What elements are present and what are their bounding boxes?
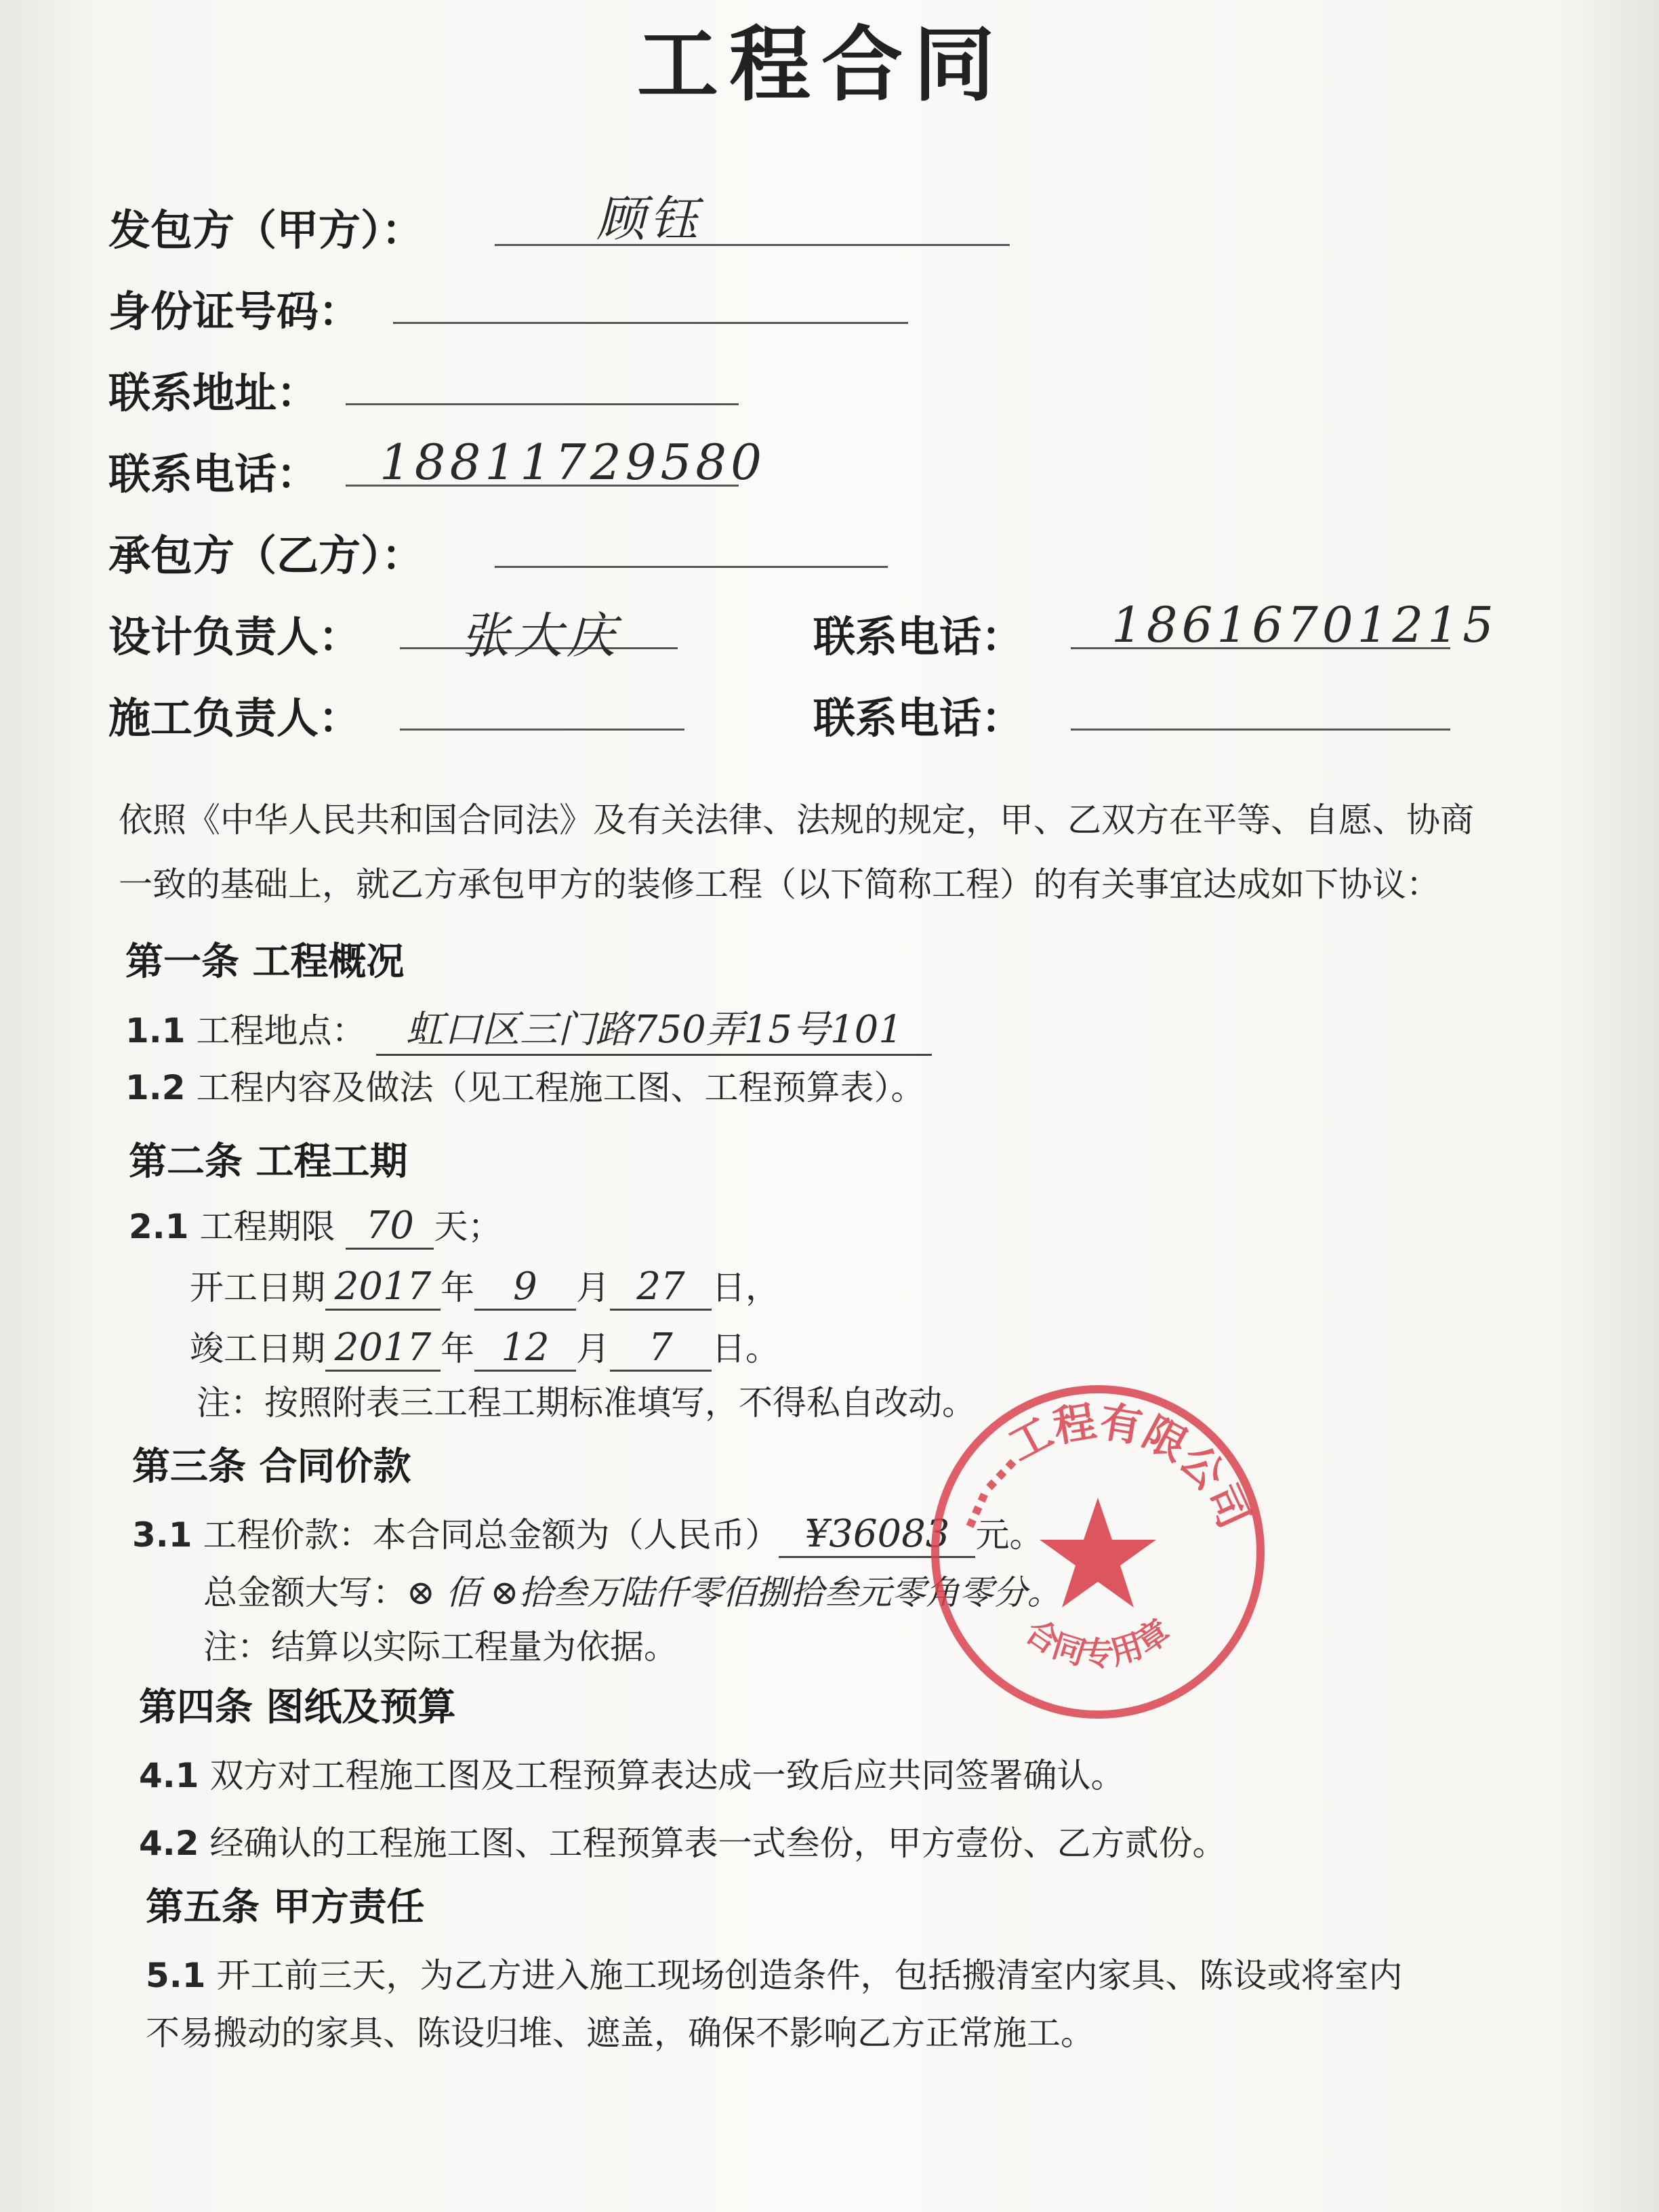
builder-phone-label: 联系电话：: [813, 693, 1024, 743]
designer-value: 张大庆: [461, 607, 620, 664]
start-year-value: 2017: [325, 1265, 441, 1311]
clause-1-1-number: 1.1: [125, 1011, 186, 1050]
clause-4-2: [139, 1816, 1226, 1865]
document-title: 工程合同: [637, 18, 1006, 112]
duration-days-unit: 天；: [434, 1207, 502, 1246]
builder-phone-line: [1071, 729, 1450, 731]
clause-1-2-text: 工程内容及做法（见工程施工图、工程预算表）。: [196, 1068, 925, 1107]
id-number-line: [393, 322, 908, 324]
clause-4-1: [139, 1748, 1124, 1797]
site-address-value: 虹口区三门路750弄15号101: [376, 1000, 932, 1056]
clause-1-1-text: 工程地点：: [196, 1011, 366, 1050]
amount-in-words-value: ⊗ 佰 ⊗拾叁万陆仟零佰捌拾叁元零角零分。: [407, 1573, 1061, 1612]
address-line: [346, 403, 739, 405]
article-4-heading: 第四条 图纸及预算: [139, 1685, 456, 1729]
contractor-line: [495, 566, 888, 568]
clause-4-1-number: 4.1: [139, 1756, 199, 1795]
seal-bottom-text: 合同专用章: [1018, 1612, 1178, 1673]
clause-3-1-number: 3.1: [132, 1515, 192, 1555]
address-label: 联系地址：: [108, 368, 319, 417]
contract-amount-unit: 元。: [975, 1515, 1044, 1555]
article-5-heading: 第五条 甲方责任: [146, 1885, 425, 1929]
clause-1-1: [125, 1000, 932, 1056]
start-day-unit: 日，: [712, 1268, 779, 1307]
builder-line: [400, 729, 684, 731]
contract-amount-value: ¥36083: [779, 1512, 975, 1558]
designer-phone-value: 18616701215: [1111, 596, 1498, 653]
intro-line-1: 依照《中华人民共和国合同法》及有关法律、法规的规定，甲、乙双方在平等、自愿、协商: [119, 800, 1474, 840]
contractor-label: 承包方（乙方）：: [108, 531, 424, 580]
clause-5-1-text: 开工前三天，为乙方进入施工现场创造条件，包括搬清室内家具、陈设或将室内: [216, 1956, 1403, 1995]
employer-label: 发包方（甲方）：: [108, 205, 424, 255]
end-month-unit: 月: [576, 1329, 610, 1368]
phone-label: 联系电话：: [108, 449, 319, 499]
clause-3-1: [132, 1508, 1043, 1558]
seal-text: ……工程有限公司: [936, 1396, 1260, 1536]
end-day-unit: 日。: [712, 1329, 779, 1368]
amount-in-words-label: 总金额大写：: [203, 1573, 407, 1612]
start-date-row: [190, 1261, 779, 1311]
article-2-heading: 第二条 工程工期: [129, 1140, 408, 1184]
employer-value: 顾钰: [596, 190, 703, 247]
employer-line: [495, 244, 1010, 246]
start-month-unit: 月: [576, 1268, 610, 1307]
builder-label: 施工负责人：: [108, 693, 361, 743]
article-3-heading: 第三条 合同价款: [132, 1445, 411, 1489]
start-day-value: 27: [610, 1265, 712, 1311]
designer-label: 设计负责人：: [108, 612, 361, 661]
designer-phone-label: 联系电话：: [813, 612, 1024, 661]
clause-2-1: [129, 1200, 501, 1250]
clause-2-1-number: 2.1: [129, 1207, 189, 1246]
phone-value: 18811729580: [380, 434, 766, 491]
end-month-value: 12: [474, 1326, 576, 1372]
clause-3-1-text: 工程价款：本合同总金额为（人民币）: [203, 1515, 779, 1555]
end-date-label: 竣工日期: [190, 1329, 325, 1368]
clause-2-1-text: 工程期限: [199, 1207, 335, 1246]
start-month-value: 9: [474, 1265, 576, 1311]
svg-text:合同专用章: [1019, 1612, 1177, 1673]
company-seal: [908, 1362, 1288, 1742]
start-date-label: 开工日期: [190, 1268, 325, 1307]
start-year-unit: 年: [441, 1268, 474, 1307]
clause-4-2-number: 4.2: [139, 1824, 199, 1863]
clause-1-2: [125, 1061, 924, 1109]
intro-line-2: 一致的基础上，就乙方承包甲方的装修工程（以下简称工程）的有关事宜达成如下协议：: [119, 865, 1440, 904]
clause-1-2-number: 1.2: [125, 1068, 186, 1107]
clause-4-1-text: 双方对工程施工图及工程预算表达成一致后应共同签署确认。: [209, 1756, 1125, 1795]
duration-note: 注：按照附表三工程工期标准填写，不得私自改动。: [197, 1383, 976, 1422]
id-number-label: 身份证号码：: [108, 287, 361, 336]
article-1-heading: 第一条 工程概况: [125, 940, 405, 984]
seal-star-icon: [1040, 1498, 1156, 1607]
clause-5-1-line-1: [146, 1948, 1402, 1997]
end-year-value: 2017: [325, 1326, 441, 1372]
end-day-value: 7: [610, 1326, 712, 1372]
duration-days-value: 70: [346, 1204, 434, 1250]
end-date-row: [190, 1322, 779, 1372]
clause-4-2-text: 经确认的工程施工图、工程预算表一式叁份，甲方壹份、乙方贰份。: [209, 1824, 1227, 1863]
clause-5-1-line-2: 不易搬动的家具、陈设归堆、遮盖，确保不影响乙方正常施工。: [146, 2013, 1094, 2053]
clause-5-1-number: 5.1: [146, 1956, 206, 1995]
amount-note: 注：结算以实际工程量为依据。: [203, 1627, 678, 1666]
end-year-unit: 年: [441, 1329, 474, 1368]
